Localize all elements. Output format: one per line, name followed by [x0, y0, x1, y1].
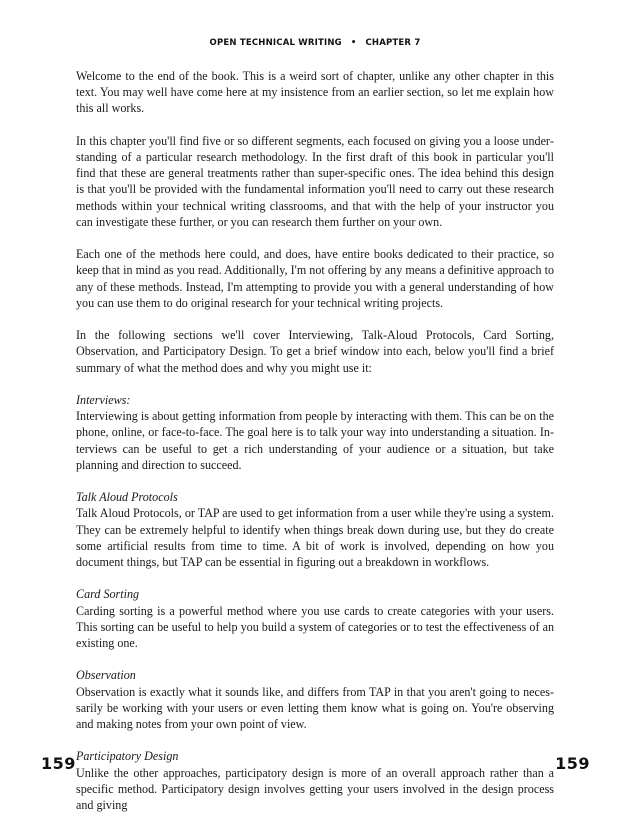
intro-paragraph: Welcome to the end of the book. This is a weird sort of chapter, unlike any other chapter in this text. You may well have come here at my insistence from an earlier section, so let me explain how this all works.	[76, 69, 554, 116]
page-content	[76, 68, 554, 829]
method-section-card-sorting	[76, 586, 554, 651]
book-title: OPEN TECHNICAL WRITING	[209, 38, 342, 48]
section-body: Carding sorting is a powerful method where you use cards to create categories with your users. This sorting can be useful to help you build a system of categories or to test the effectiveness of an existing one.	[76, 603, 554, 651]
method-section-talk-aloud	[76, 489, 554, 570]
intro-paragraph: Each one of the methods here could, and does, have entire books dedicated to their practice, so keep that in mind as you read. Additionally, I'm not offering by any means a definitive approach to any of these methods. Instead, I'm attempting to provide you with a general understanding of how you can use them to do original research for your technical writing projects.	[76, 247, 554, 310]
chapter-label: CHAPTER 7	[365, 38, 421, 48]
section-heading: Card Sorting	[76, 587, 140, 602]
section-body: Talk Aloud Protocols, or TAP are used to get information from a user while they're using a system. They can be extremely helpful to identify when things break down during use, but they do create some artificial results from time to time. A bit of work is involved, depending on how you document things, but TAP can be essential in figuring out a breakdown in workflows.	[76, 506, 554, 570]
page-number-right: 159	[555, 754, 590, 773]
separator-dot: •	[350, 38, 357, 48]
section-body: Interviewing is about getting information from people by interacting with them. This can be on the phone, online, or face-to-face. The goal here is to talk your way into understanding a situation. Interviews can be useful to get a rich understanding of your audience or a situation, but take planning and direction to succeed.	[76, 409, 554, 472]
section-heading: Talk Aloud Protocols	[76, 490, 178, 505]
section-body: Observation is exactly what it sounds like, and differs from TAP in that you aren't going to necessarily be working with your users or even letting them know what is going on. You're observing and making notes from your own point of view.	[76, 684, 554, 732]
page-number-left: 159	[41, 754, 76, 773]
section-heading: Observation	[76, 668, 136, 683]
running-head	[0, 38, 630, 48]
method-section-participatory-design	[76, 748, 554, 813]
intro-paragraph: In the following sections we'll cover Interviewing, Talk-Aloud Protocols, Card Sorting, Observation, and Participatory Design. To get a brief window into each, below you'll find a brief summary of what the method does and why you might use it:	[76, 328, 554, 375]
method-section-observation	[76, 667, 554, 732]
method-section-interviews	[76, 392, 554, 473]
intro-paragraph: In this chapter you'll find five or so different segments, each focused on giving you a loose understanding of a particular research methodology. In the first draft of this book in particular you'll find that these are general treatments rather than super-specific ones. The idea behind this design is that you'll be provided with the fundamental information you'll need to carry out these research methods within your technical writing classrooms, and that with the help of your instructor you can investigate these further, or you can research them further on your own.	[76, 133, 554, 229]
section-body: Unlike the other approaches, participatory design is more of an overall approach rather than a specific method. Participatory design involves getting your users involved in the design process and giving	[76, 765, 554, 813]
section-heading: Interviews:	[76, 393, 131, 407]
section-heading: Participatory Design	[76, 749, 179, 764]
